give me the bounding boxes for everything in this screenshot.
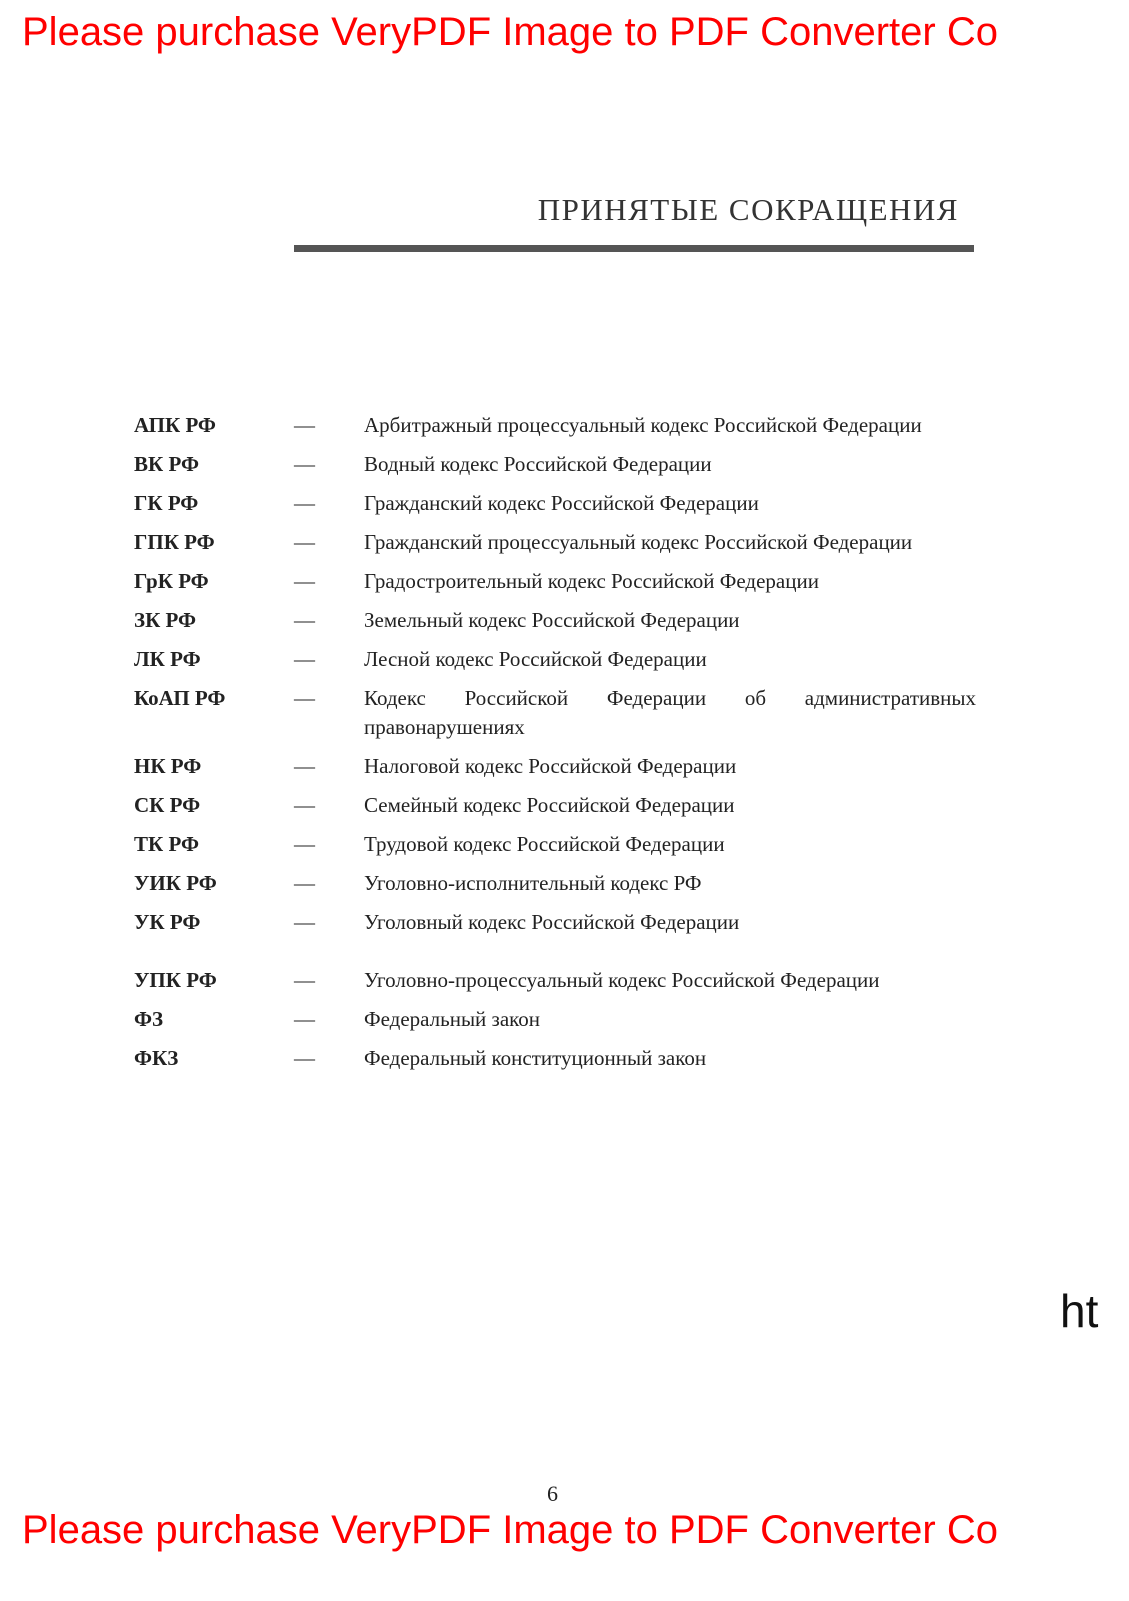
abbreviation-term: УК РФ xyxy=(134,910,201,934)
abbreviation-list xyxy=(134,411,978,1083)
abbreviation-term: ГрК РФ xyxy=(134,569,209,593)
abbreviation-term: ГК РФ xyxy=(134,491,199,515)
abbreviation-definition: Земельный кодекс Российской Федерации xyxy=(364,608,740,632)
abbreviation-row xyxy=(134,450,978,479)
watermark-bottom: Please purchase VeryPDF Image to PDF Converter Co xyxy=(22,1508,998,1552)
abbreviation-dash: — xyxy=(294,793,315,817)
abbreviation-definition: Гражданский процессуальный кодекс Российской Федерации xyxy=(364,530,913,554)
abbreviation-row xyxy=(134,684,978,742)
abbreviation-term: ФКЗ xyxy=(134,1046,179,1070)
abbreviation-term: ФЗ xyxy=(134,1007,164,1031)
abbreviation-row xyxy=(134,489,978,518)
abbreviation-row xyxy=(134,791,978,820)
abbreviation-term: ЛК РФ xyxy=(134,647,201,671)
title-divider xyxy=(294,245,974,252)
abbreviation-term: ВК РФ xyxy=(134,452,199,476)
abbreviation-dash: — xyxy=(294,647,315,671)
clipped-link-fragment: ht xyxy=(1060,1285,1099,1337)
abbreviation-dash: — xyxy=(294,754,315,778)
abbreviation-row xyxy=(134,1044,978,1073)
abbreviation-definition: Градостроительный кодекс Российской Федерации xyxy=(364,569,819,593)
abbreviation-dash: — xyxy=(294,832,315,856)
abbreviation-dash: — xyxy=(294,1046,315,1070)
abbreviation-definition: Федеральный закон xyxy=(364,1007,541,1031)
abbreviation-definition: Уголовный кодекс Российской Федерации xyxy=(364,910,740,934)
abbreviation-row xyxy=(134,1005,978,1034)
abbreviation-dash: — xyxy=(294,1007,315,1031)
abbreviation-term: КоАП РФ xyxy=(134,686,226,710)
page-number: 6 xyxy=(547,1481,558,1506)
abbreviation-definition: Уголовно-процессуальный кодекс Российской Федерации xyxy=(364,968,880,992)
abbreviation-row xyxy=(134,752,978,781)
abbreviation-dash: — xyxy=(294,608,315,632)
abbreviation-dash: — xyxy=(294,910,315,934)
abbreviation-row xyxy=(134,411,978,440)
page-title: ПРИНЯТЫЕ СОКРАЩЕНИЯ xyxy=(537,192,959,227)
abbreviation-term: СК РФ xyxy=(134,793,201,817)
abbreviation-definition: Федеральный конституционный закон xyxy=(364,1046,707,1070)
abbreviation-row xyxy=(134,645,978,674)
abbreviation-definition: Кодекс Российской Федерации об административных правонарушениях xyxy=(364,686,976,739)
abbreviation-term: АПК РФ xyxy=(134,413,216,437)
abbreviation-definition: Водный кодекс Российской Федерации xyxy=(364,452,712,476)
abbreviation-term: ТК РФ xyxy=(134,832,199,856)
abbreviation-dash: — xyxy=(294,871,315,895)
abbreviation-dash: — xyxy=(294,968,315,992)
abbreviation-dash: — xyxy=(294,569,315,593)
abbreviation-dash: — xyxy=(294,530,315,554)
abbreviation-row xyxy=(134,567,978,596)
abbreviation-dash: — xyxy=(294,413,315,437)
abbreviation-row xyxy=(134,528,978,557)
abbreviation-dash: — xyxy=(294,686,315,710)
watermark-top: Please purchase VeryPDF Image to PDF Converter Co xyxy=(22,10,998,54)
abbreviation-definition: Семейный кодекс Российской Федерации xyxy=(364,793,735,817)
abbreviation-term: ЗК РФ xyxy=(134,608,197,632)
abbreviation-row xyxy=(134,908,978,937)
abbreviation-term: ГПК РФ xyxy=(134,530,215,554)
abbreviation-definition: Лесной кодекс Российской Федерации xyxy=(364,647,707,671)
abbreviation-row xyxy=(134,869,978,898)
abbreviation-term: НК РФ xyxy=(134,754,202,778)
abbreviation-row xyxy=(134,830,978,859)
abbreviation-definition: Налоговой кодекс Российской Федерации xyxy=(364,754,737,778)
abbreviation-definition: Уголовно-исполнительный кодекс РФ xyxy=(364,871,702,895)
abbreviation-definition: Арбитражный процессуальный кодекс Российской Федерации xyxy=(364,413,922,437)
abbreviation-term: УПК РФ xyxy=(134,968,217,992)
abbreviation-definition: Гражданский кодекс Российской Федерации xyxy=(364,491,759,515)
abbreviation-row xyxy=(134,606,978,635)
abbreviation-dash: — xyxy=(294,452,315,476)
abbreviation-row xyxy=(134,966,978,995)
abbreviation-term: УИК РФ xyxy=(134,871,217,895)
abbreviation-dash: — xyxy=(294,491,315,515)
abbreviation-definition: Трудовой кодекс Российской Федерации xyxy=(364,832,725,856)
